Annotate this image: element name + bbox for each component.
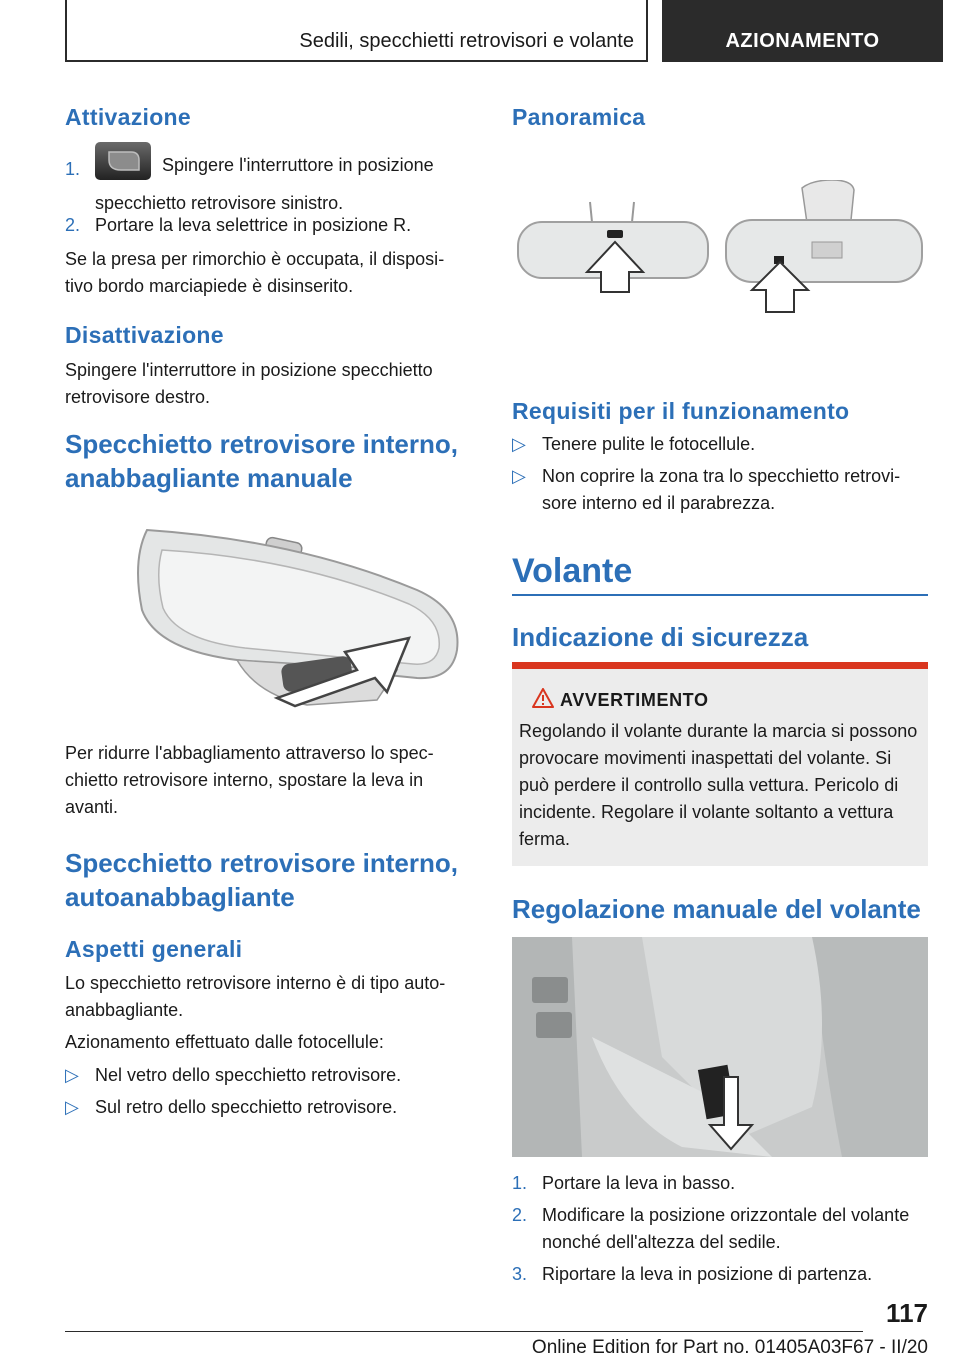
requisiti-heading: Requisiti per il funzionamento [512,398,850,424]
bullet-triangle-icon: ▷ [512,466,526,486]
list-item: ▷ Non coprire la zona tra lo specchietto retrovisore interno ed il parabrezza. [512,463,928,517]
step-number: 1. [65,159,81,179]
chapter-tab[interactable]: AZIONAMENTO [662,0,943,62]
warning-title: AVVERTIMENTO [560,690,709,710]
bullet-triangle-icon: ▷ [512,434,526,454]
manual-dimming-heading: Specchietto retrovisore interno, anabbagliante manuale [65,429,458,493]
volante-heading: Volante [512,552,633,590]
list-item: ▷ Tenere pulite le fotocellule. [512,431,928,458]
page-number: 117 [886,1298,928,1328]
manual-dimming-text: Per ridurre l'abbagliamento attraverso lo specchietto retrovisore interno, spostare la leva in avanti. [65,743,434,817]
step-text: Portare la leva selettrice in posizione R. [95,215,412,235]
edition-footer: Online Edition for Part no. 01405A03F67 - II/20 [531,1337,928,1358]
bullet-triangle-icon: ▷ [65,1065,79,1085]
disattivazione-text: Spingere l'interruttore in posizione specchietto retrovisore destro. [65,360,433,407]
warning-triangle-icon [532,688,554,708]
regolazione-heading: Regolazione manuale del volante [512,894,921,924]
warning-text: Regolando il volante durante la marcia si possono provocare movimenti inaspettati del volante. Si può perdere il controllo sulla vettura. Pericolo di incidente. Regolare il volante soltanto a vettura ferma. [519,721,918,849]
auto-dimming-heading: Specchietto retrovisore interno, autoanabbagliante [65,848,458,912]
section-divider [512,594,928,596]
list-item: 2. Modificare la posizione orizzontale del volante nonché dell'altezza del sedile. [512,1205,910,1252]
list-item: ▷ Nel vetro dello specchietto retrovisore. [65,1062,465,1089]
attivazione-heading: Attivazione [65,104,191,130]
steering-lever-illustration [512,937,928,1157]
aspetti-text: Lo specchietto retrovisore interno è di tipo autoanabbagliante. [65,973,446,1020]
step-text: Spingere l'interruttore in posizione specchietto retrovisore sinistro. [95,155,434,213]
panoramica-heading: Panoramica [512,104,646,130]
warning-bar [512,662,928,669]
list-item: 1. Portare la leva in basso. [512,1173,736,1193]
attivazione-note: Se la presa per rimorchio è occupata, il dispositivo bordo marciapiede è disinserito. [65,249,445,296]
mirror-lever-illustration [117,520,477,720]
photocell-overview-illustration [512,180,928,320]
aspetti-heading: Aspetti generali [65,936,243,962]
sicurezza-heading: Indicazione di sicurezza [512,622,809,652]
warning-box [512,662,928,866]
footer-rule [65,1331,863,1332]
header-box [65,0,648,62]
section-title: Sedili, specchietti retrovisori e volante [299,30,634,52]
list-item: 3. Riportare la leva in posizione di partenza. [512,1264,873,1284]
switch-button-icon [95,142,151,180]
step-number: 2. [65,215,81,235]
disattivazione-heading: Disattivazione [65,322,224,348]
bullet-triangle-icon: ▷ [65,1097,79,1117]
fotocellule-intro: Azionamento effettuato dalle fotocellule: [65,1032,384,1052]
list-item: ▷ Sul retro dello specchietto retrovisore. [65,1094,465,1121]
